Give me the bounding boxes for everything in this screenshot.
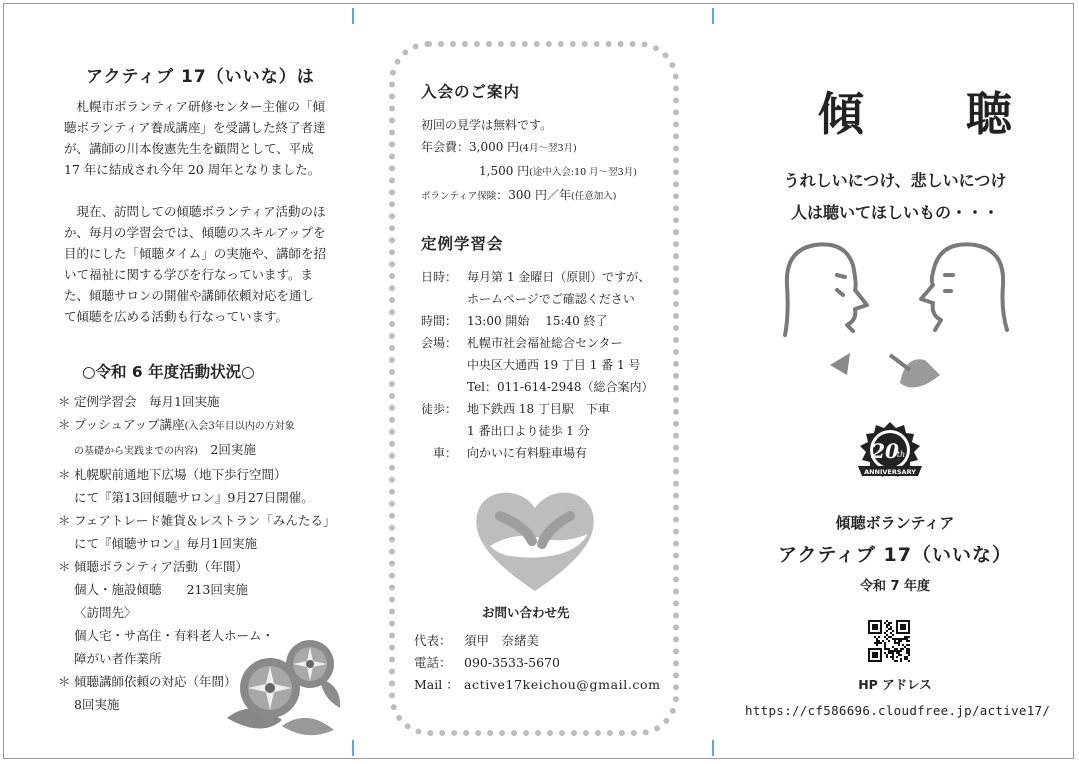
join-info: 初回の見学は無料です。 年会費：3,000 円(4月～翌3月) 1,500 円(途中入会:10 月～翌3月) ボランティア保険：300 円／年(任意加入) (421, 118, 637, 202)
heart-hug-illustration (470, 486, 600, 596)
badge-number: 20 (871, 439, 899, 463)
email-link[interactable]: active17keichou@gmail.com (464, 677, 661, 692)
list-item: ＊ プッシュアップ講座(入会3年目以内の方対象 (58, 417, 295, 432)
study-row: 会場： 札幌市社会福祉総合センター (421, 336, 623, 350)
org-name: アクティブ 17（いいな） (778, 544, 1012, 566)
study-row: 日時： 毎月第 1 金曜日（原則）ですが、 (421, 270, 651, 284)
contact-row: Mail ： active17keichou@gmail.com (414, 677, 661, 692)
fold-mark-top-1 (352, 8, 354, 24)
list-item: ＊ 定例学習会 毎月1回実施 (58, 394, 220, 409)
about-paragraph-2: 現在、訪問しての傾聴ボランティア活動のほか、毎月の学習会では、傾聴のスキルアップを目的にした「傾聴タイム」の実施や、講師を招いて福祉に関する学びを行なっています。また、傾聴サロンの開催や講師依頼対応を通して傾聴を広める活動も行なっています。 (64, 204, 327, 324)
morning-glory-illustration (222, 638, 352, 742)
hp-label: HP アドレス (858, 677, 932, 692)
list-item: ＊ フェアトレード雑貨＆レストラン「みんたる」 (58, 513, 336, 528)
badge-suffix: th (896, 450, 906, 459)
study-info (421, 266, 653, 464)
study-row: 徒歩： 地下鉄西 18 丁目駅 下車 (421, 402, 610, 416)
badge-text: ANNIVERSARY (864, 468, 916, 476)
fiscal-year: 令和 7 年度 (859, 579, 931, 594)
about-paragraph-1: 札幌市ボランティア研修センター主催の「傾聴ボランティア養成講座」を受講した終了者達が、講師の川本俊憲先生を顧問として、平成 17 年に結成され今年 20 周年となりました。 (64, 99, 326, 177)
tagline-line-1: うれしいにつけ、悲しいにつけ (783, 171, 1007, 190)
qr-code[interactable] (868, 620, 910, 662)
about-heading: アクティブ 17（いいな）は (86, 67, 315, 87)
list-item: ＊ 札幌駅前通地下広場（地下歩行空間） (58, 467, 287, 482)
study-row: 中央区大通西 19 丁目 1 番 1 号 (467, 358, 641, 372)
study-row: 1 番出口より徒歩 1 分 (467, 424, 590, 438)
fold-mark-bottom-2 (712, 740, 714, 756)
contact-row: 代表： 須甲 奈緒美 (414, 633, 540, 648)
activities-heading: ○令和 6 年度活動状況○ (82, 363, 255, 381)
hp-url-link[interactable]: https://cf586696.cloudfree.jp/active17/ (745, 703, 1051, 718)
fold-mark-top-2 (712, 8, 714, 24)
study-row: Tel：011-614-2948（総合案内） (467, 380, 654, 394)
contact-info (414, 630, 661, 696)
list-item: ＊ 傾聴ボランティア活動（年間） (58, 559, 249, 574)
fold-mark-bottom-1 (352, 740, 354, 756)
two-faces-illustration (775, 235, 1015, 400)
study-heading: 定例学習会 (421, 234, 504, 253)
study-row: 車： 向かいに有料駐車場有 (421, 446, 588, 460)
org-subtitle: 傾聴ボランティア (835, 514, 955, 532)
cover-title: 傾 聴 (818, 87, 1040, 141)
join-heading: 入会のご案内 (421, 82, 521, 101)
study-row: 時間： 13:00 開始 15:40 終了 (421, 314, 608, 328)
activities-list: ＊ 定例学習会 毎月1回実施 ＊ プッシュアップ講座(入会3年目以内の方対象 の基礎から実践までの内容) 2回実施 ＊ 札幌駅前通地下広場（地下歩行空間） にて『第13回傾聴サロン』9月27日開催。 ＊ フェアトレード雑貨＆レストラン「みんたる」 にて『傾聴サロン』毎月1回実施 ＊ 傾聴ボランティア活動（年間） 個人・施設傾聴 213回実施 〈訪問先〉 個人宅・サ高住・有料老人ホーム・ 障がい者作業所 ＊ 傾聴講師依頼の対応（年間） 8回実施 (58, 390, 348, 716)
study-row: ホームページでご確認ください (467, 292, 635, 306)
contact-heading: お問い合わせ先 (482, 605, 570, 620)
tagline-line-2: 人は聴いてほしいもの・・・ (790, 203, 999, 222)
anniversary-badge (852, 420, 928, 492)
contact-row: 電話： 090-3533-5670 (414, 655, 560, 670)
list-item: ＊ 傾聴講師依頼の対応（年間） (58, 674, 237, 689)
